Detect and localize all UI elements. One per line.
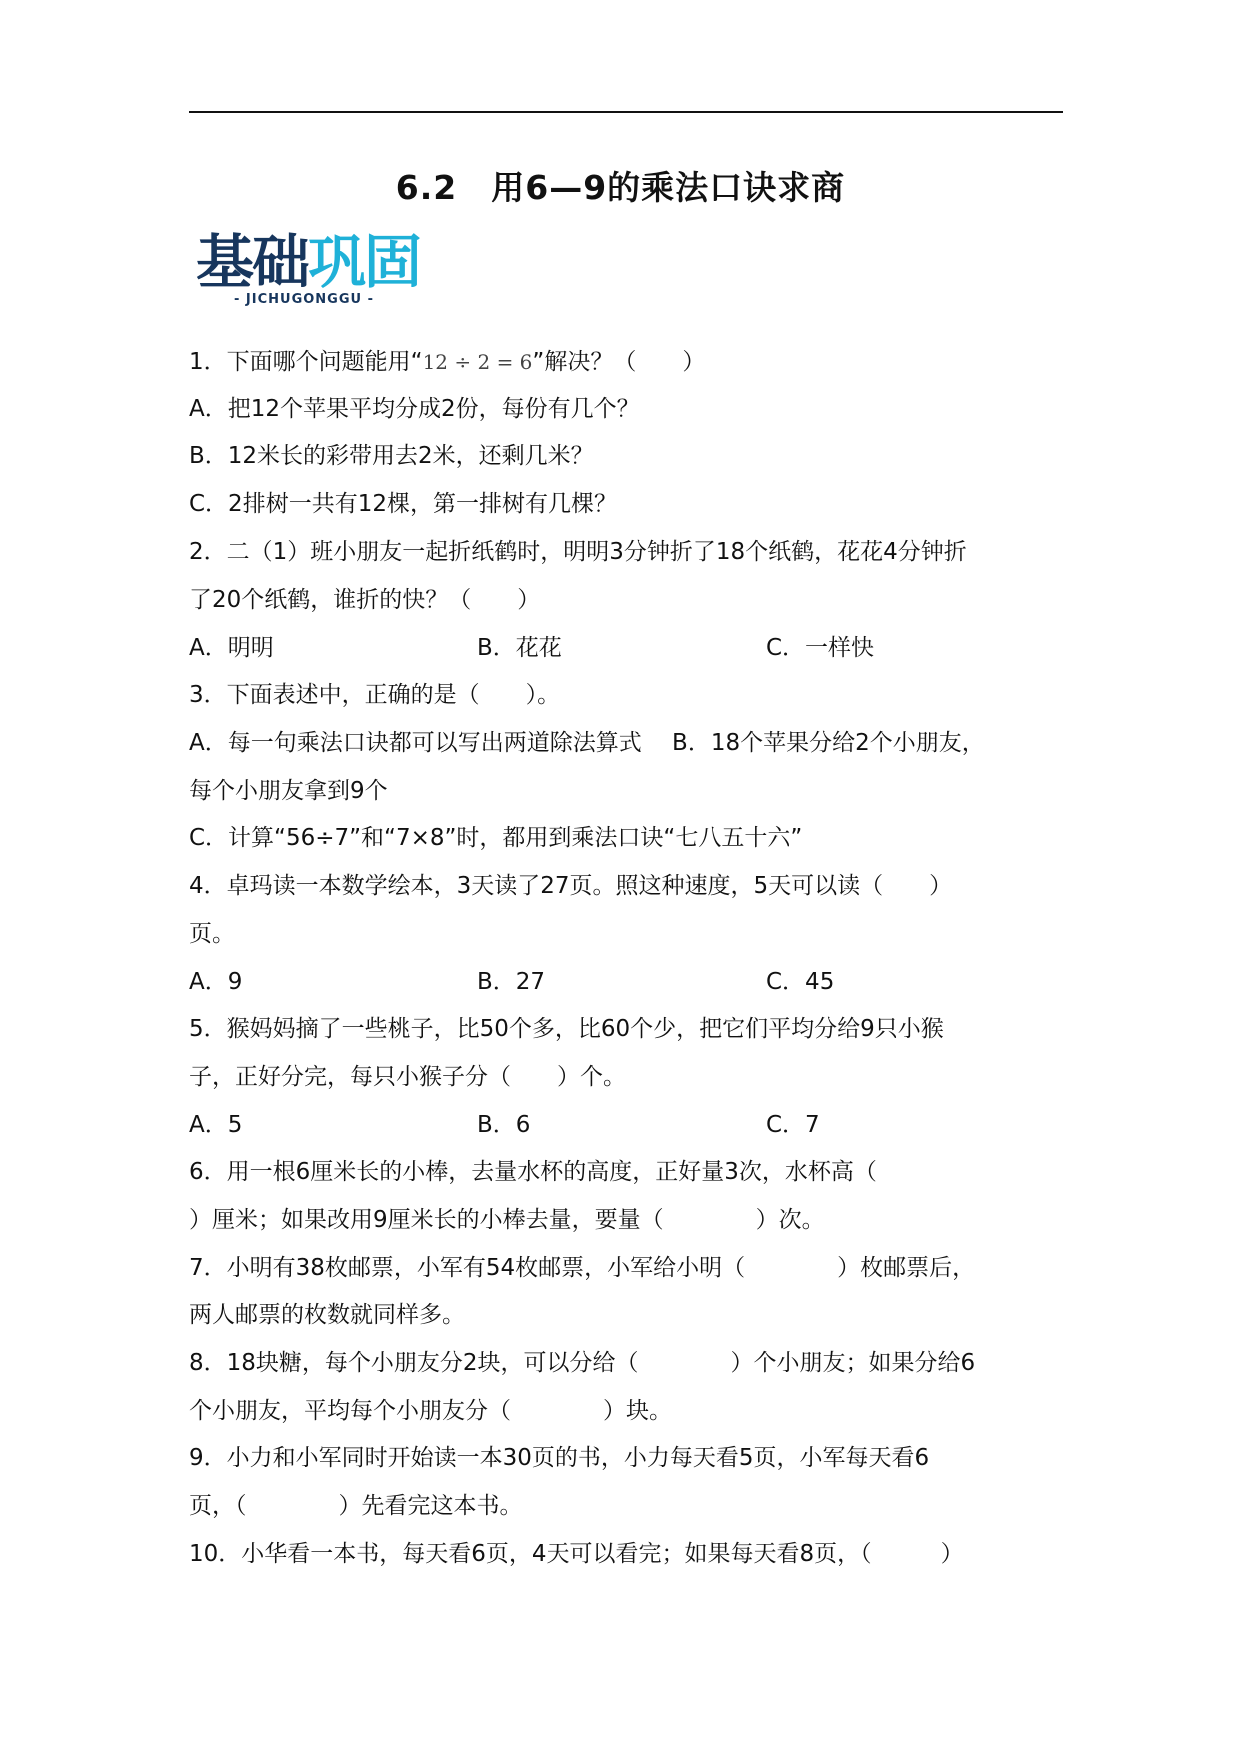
header-rule [189,111,1063,113]
question-2-line-2: 了20个纸鹤，谁折的快？（ ） [189,587,541,613]
question-8-line-1: 8．18块糖，每个小朋友分2块，可以分给（ ）个小朋友；如果分给6 [189,1350,976,1376]
question-8-line-2: 个小朋友，平均每个小朋友分（ ）块。 [189,1398,672,1424]
page-title: 6.2 用6—9的乘法口诀求商 [395,168,846,207]
question-2-line-1: 2．二（1）班小朋友一起折纸鹤时，明明3分钟折了18个纸鹤，花花4分钟折 [189,539,967,565]
q5-option-c: C．7 [766,1112,820,1138]
q3-options-line-1: A．每一句乘法口诀都可以写出两道除法算式 B．18个苹果分给2个小朋友， [189,730,985,756]
logo-subtitle: - JICHUGONGGU - [234,292,374,307]
logo-text-light: 巩固 [308,228,421,296]
question-10-line-1: 10．小华看一本书，每天看6页，4天可以看完；如果每天看8页，（ ） [189,1541,964,1567]
q1-prefix: 1．下面哪个问题能用“ [189,349,423,375]
question-4-line-1: 4．卓玛读一本数学绘本，3天读了27页。照这种速度，5天可以读（ ） [189,873,953,899]
question-6-line-2: ）厘米；如果改用9厘米长的小棒去量，要量（ ）次。 [189,1207,825,1233]
logo-text-dark: 基础 [196,228,309,296]
q5-option-a: A．5 [189,1112,243,1138]
q2-option-c: C．一样快 [766,635,875,661]
q1-option-a: A．把12个苹果平均分成2份，每份有几个？ [189,396,640,422]
q3-options-line-2: 每个小朋友拿到9个 [189,778,388,804]
q1-suffix: ”解决？（ ） [532,349,706,375]
q1-math-expression: 12 ÷ 2 = 6 [422,350,533,374]
q2-option-a: A．明明 [189,635,274,661]
q1-option-b: B．12米长的彩带用去2米，还剩几米？ [189,443,594,469]
question-6-line-1: 6．用一根6厘米长的小棒，去量水杯的高度，正好量3次，水杯高（ [189,1159,877,1185]
question-5-line-2: 子，正好分完，每只小猴子分（ ）个。 [189,1064,626,1090]
question-9-line-1: 9．小力和小军同时开始读一本30页的书，小力每天看5页，小军每天看6 [189,1445,930,1471]
question-5-line-1: 5．猴妈妈摘了一些桃子，比50个多，比60个少，把它们平均分给9只小猴 [189,1016,944,1042]
q4-option-b: B．27 [477,969,546,995]
q3-option-c: C．计算“56÷7”和“7×8”时，都用到乘法口诀“七八五十六” [189,825,803,851]
q1-option-c: C．2排树一共有12棵，第一排树有几棵？ [189,491,617,517]
question-1 [189,347,705,377]
q2-option-b: B．花花 [477,635,562,661]
section-logo [196,228,421,308]
q5-option-b: B．6 [477,1112,531,1138]
question-4-line-2: 页。 [189,921,235,947]
question-7-line-1: 7．小明有38枚邮票，小军有54枚邮票，小军给小明（ ）枚邮票后， [189,1255,976,1281]
q4-option-c: C．45 [766,969,835,995]
question-3: 3．下面表述中，正确的是（ ）。 [189,682,561,708]
q4-option-a: A．9 [189,969,243,995]
question-7-line-2: 两人邮票的枚数就同样多。 [189,1302,465,1328]
question-9-line-2: 页，（ ）先看完这本书。 [189,1493,523,1519]
